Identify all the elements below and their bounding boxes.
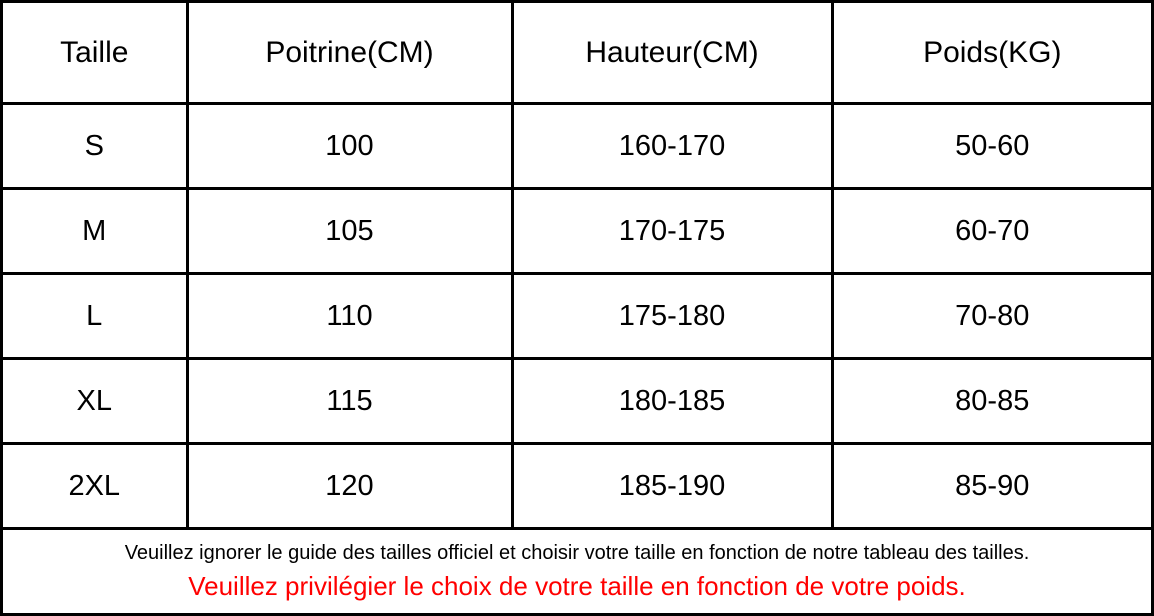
cell-size: M [3, 189, 187, 274]
cell-chest: 120 [187, 444, 512, 529]
cell-chest: 105 [187, 189, 512, 274]
table-row [3, 359, 1151, 444]
cell-height: 160-170 [512, 104, 832, 189]
cell-weight: 80-85 [832, 359, 1151, 444]
cell-height: 185-190 [512, 444, 832, 529]
column-header-taille: Taille [3, 3, 187, 104]
note-warning: Veuillez privilégier le choix de votre taille en fonction de votre poids. [188, 570, 966, 601]
cell-weight: 70-80 [832, 274, 1151, 359]
column-header-poitrine: Poitrine(CM) [187, 3, 512, 104]
cell-weight: 60-70 [832, 189, 1151, 274]
table-row [3, 274, 1151, 359]
cell-size: 2XL [3, 444, 187, 529]
size-table [3, 3, 1151, 530]
cell-size: XL [3, 359, 187, 444]
table-header-row [3, 3, 1151, 104]
table-row [3, 444, 1151, 529]
table-row [3, 104, 1151, 189]
cell-weight: 50-60 [832, 104, 1151, 189]
cell-size: L [3, 274, 187, 359]
cell-chest: 110 [187, 274, 512, 359]
note-primary: Veuillez ignorer le guide des tailles officiel et choisir votre taille en fonction de notre tableau des tailles. [124, 541, 1030, 564]
column-header-poids: Poids(KG) [832, 3, 1151, 104]
column-header-hauteur: Hauteur(CM) [512, 3, 832, 104]
notes-section [3, 530, 1151, 613]
cell-weight: 85-90 [832, 444, 1151, 529]
cell-height: 180-185 [512, 359, 832, 444]
cell-chest: 115 [187, 359, 512, 444]
cell-height: 170-175 [512, 189, 832, 274]
table-row [3, 189, 1151, 274]
cell-size: S [3, 104, 187, 189]
cell-height: 175-180 [512, 274, 832, 359]
cell-chest: 100 [187, 104, 512, 189]
